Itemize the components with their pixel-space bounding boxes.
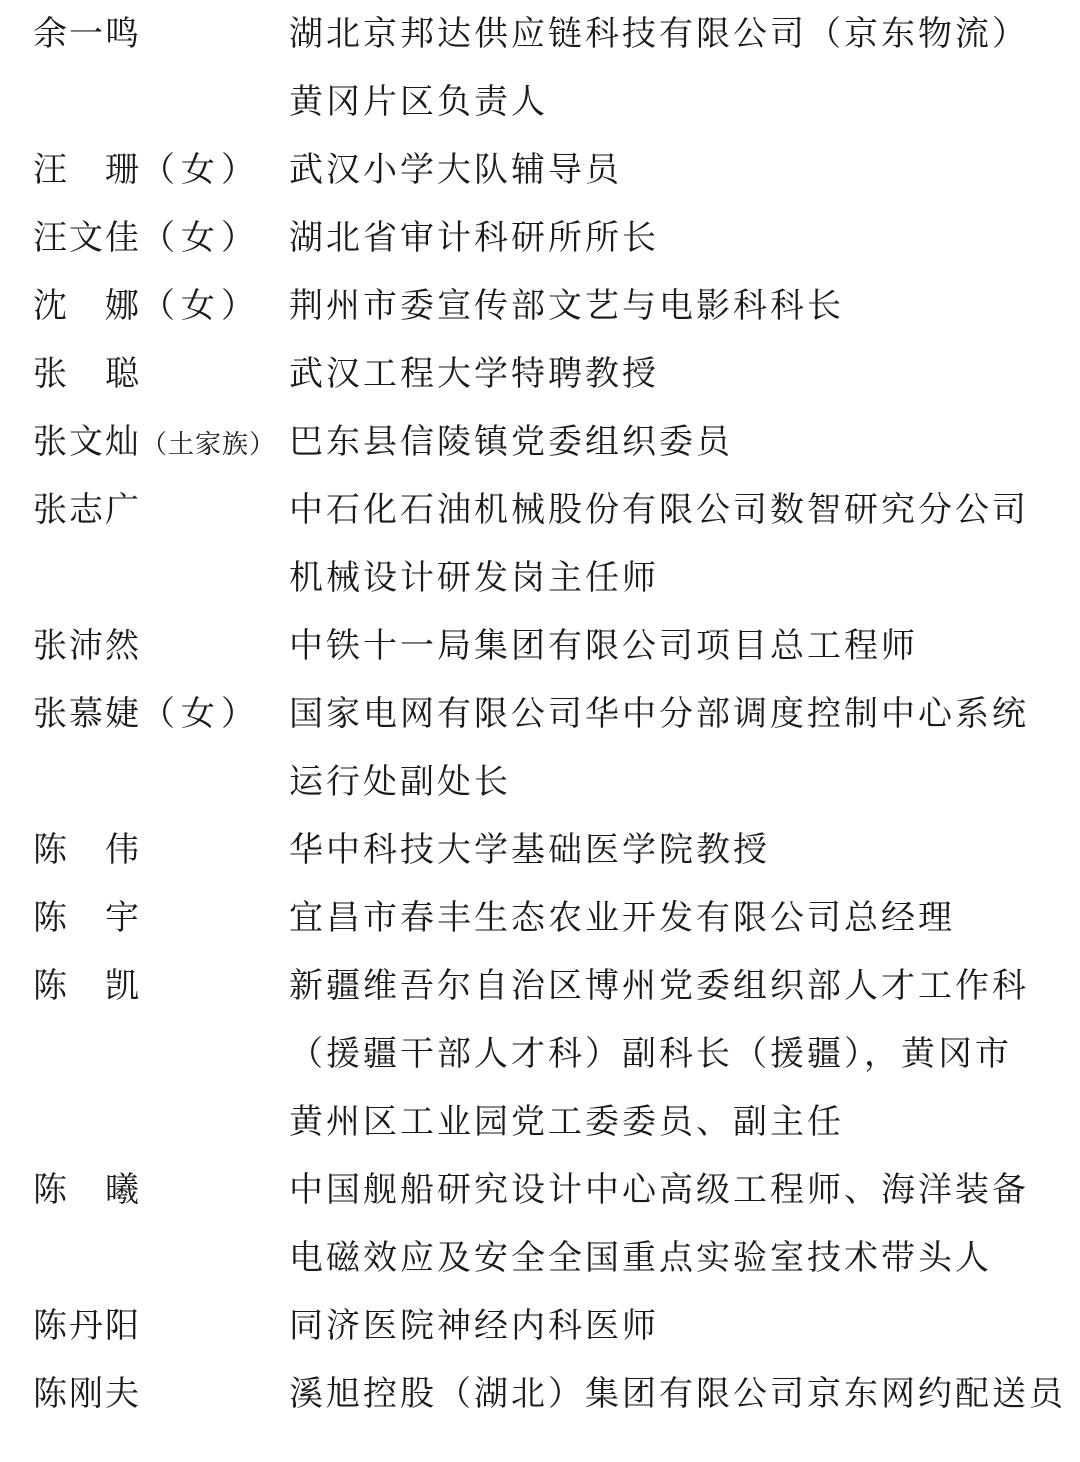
person-title [289,136,1049,204]
person-note: （土家族） [141,430,277,460]
title-line: 华中科技大学基础医学院教授 [289,830,770,870]
list-item [0,1156,1080,1292]
title-line: 湖北京邦达供应链科技有限公司（京东物流） [289,14,1029,54]
person-title [289,680,1049,816]
person-title [289,1292,1049,1360]
person-title [289,0,1049,136]
list-item [0,952,1080,1156]
person-name-text: 张慕婕 [33,694,141,734]
title-line: 新疆维吾尔自治区博州党委组织部人才工作科 [289,966,1029,1006]
person-title [289,1360,1066,1428]
title-line: 中铁十一局集团有限公司项目总工程师 [289,626,918,666]
title-line: 中国舰船研究设计中心高级工程师、海洋装备 [289,1170,1029,1210]
person-name [33,952,283,1020]
title-line: 电磁效应及安全全国重点实验室技术带头人 [289,1238,992,1278]
person-title [289,816,1049,884]
list-item [0,0,1080,136]
person-name [33,884,283,952]
person-name-text: 张文灿 [33,422,141,462]
person-name-text: 陈丹阳 [33,1306,141,1346]
person-title [289,612,1049,680]
person-name-text: 陈 宇 [33,898,141,938]
person-title [289,408,1049,476]
title-line: （援疆干部人才科）副科长（援疆），黄冈市 [289,1034,1012,1074]
title-line: 机械设计研发岗主任师 [289,558,659,598]
person-name [33,408,283,476]
person-title [289,952,1049,1156]
person-name-text: 陈 曦 [33,1170,141,1210]
person-name [33,476,283,544]
person-name [33,1292,283,1360]
person-note: （女） [141,286,261,326]
title-line: 黄冈片区负责人 [289,82,548,122]
list-item [0,408,1080,476]
person-title [289,204,1049,272]
title-line: 中石化石油机械股份有限公司数智研究分公司 [289,490,1029,530]
list-item [0,476,1080,612]
list-item [0,816,1080,884]
list-item [0,612,1080,680]
list-item [0,204,1080,272]
person-name-text: 陈 凯 [33,966,141,1006]
person-name-text: 张 聪 [33,354,141,394]
title-line: 黄州区工业园党工委委员、副主任 [289,1102,844,1142]
person-title [289,1156,1049,1292]
title-line: 武汉小学大队辅导员 [289,150,622,190]
person-name-text: 陈刚夫 [33,1374,141,1414]
title-line: 同济医院神经内科医师 [289,1306,659,1346]
title-line: 宜昌市春丰生态农业开发有限公司总经理 [289,898,955,938]
title-line: 荆州市委宣传部文艺与电影科科长 [289,286,844,326]
person-note: （女） [141,150,261,190]
person-name-text: 汪 珊 [33,150,141,190]
person-title [289,272,1049,340]
person-name [33,1156,283,1224]
title-line: 湖北省审计科研所所长 [289,218,659,258]
person-name [33,0,283,68]
person-name-text: 余一鸣 [33,14,141,54]
title-line: 国家电网有限公司华中分部调度控制中心系统 [289,694,1029,734]
person-name [33,204,283,272]
person-name-text: 陈 伟 [33,830,141,870]
person-name-text: 沈 娜 [33,286,141,326]
person-title [289,340,1049,408]
person-name-text: 张沛然 [33,626,141,666]
list-item [0,680,1080,816]
person-name [33,136,283,204]
list-item [0,1360,1080,1428]
person-title [289,884,1049,952]
person-name [33,1360,283,1428]
person-name [33,612,283,680]
person-note: （女） [141,694,261,734]
list-item [0,340,1080,408]
person-name [33,272,283,340]
person-name-text: 汪文佳 [33,218,141,258]
list-item [0,1292,1080,1360]
list-item [0,884,1080,952]
person-name [33,340,283,408]
title-line: 运行处副处长 [289,762,511,802]
person-name-text: 张志广 [33,490,141,530]
person-name [33,816,283,884]
title-line: 巴东县信陵镇党委组织委员 [289,422,733,462]
title-line: 武汉工程大学特聘教授 [289,354,659,394]
person-name [33,680,283,748]
person-note: （女） [141,218,261,258]
list-item [0,136,1080,204]
person-title [289,476,1049,612]
list-item [0,272,1080,340]
title-line: 溪旭控股（湖北）集团有限公司京东网约配送员 [289,1374,1066,1414]
